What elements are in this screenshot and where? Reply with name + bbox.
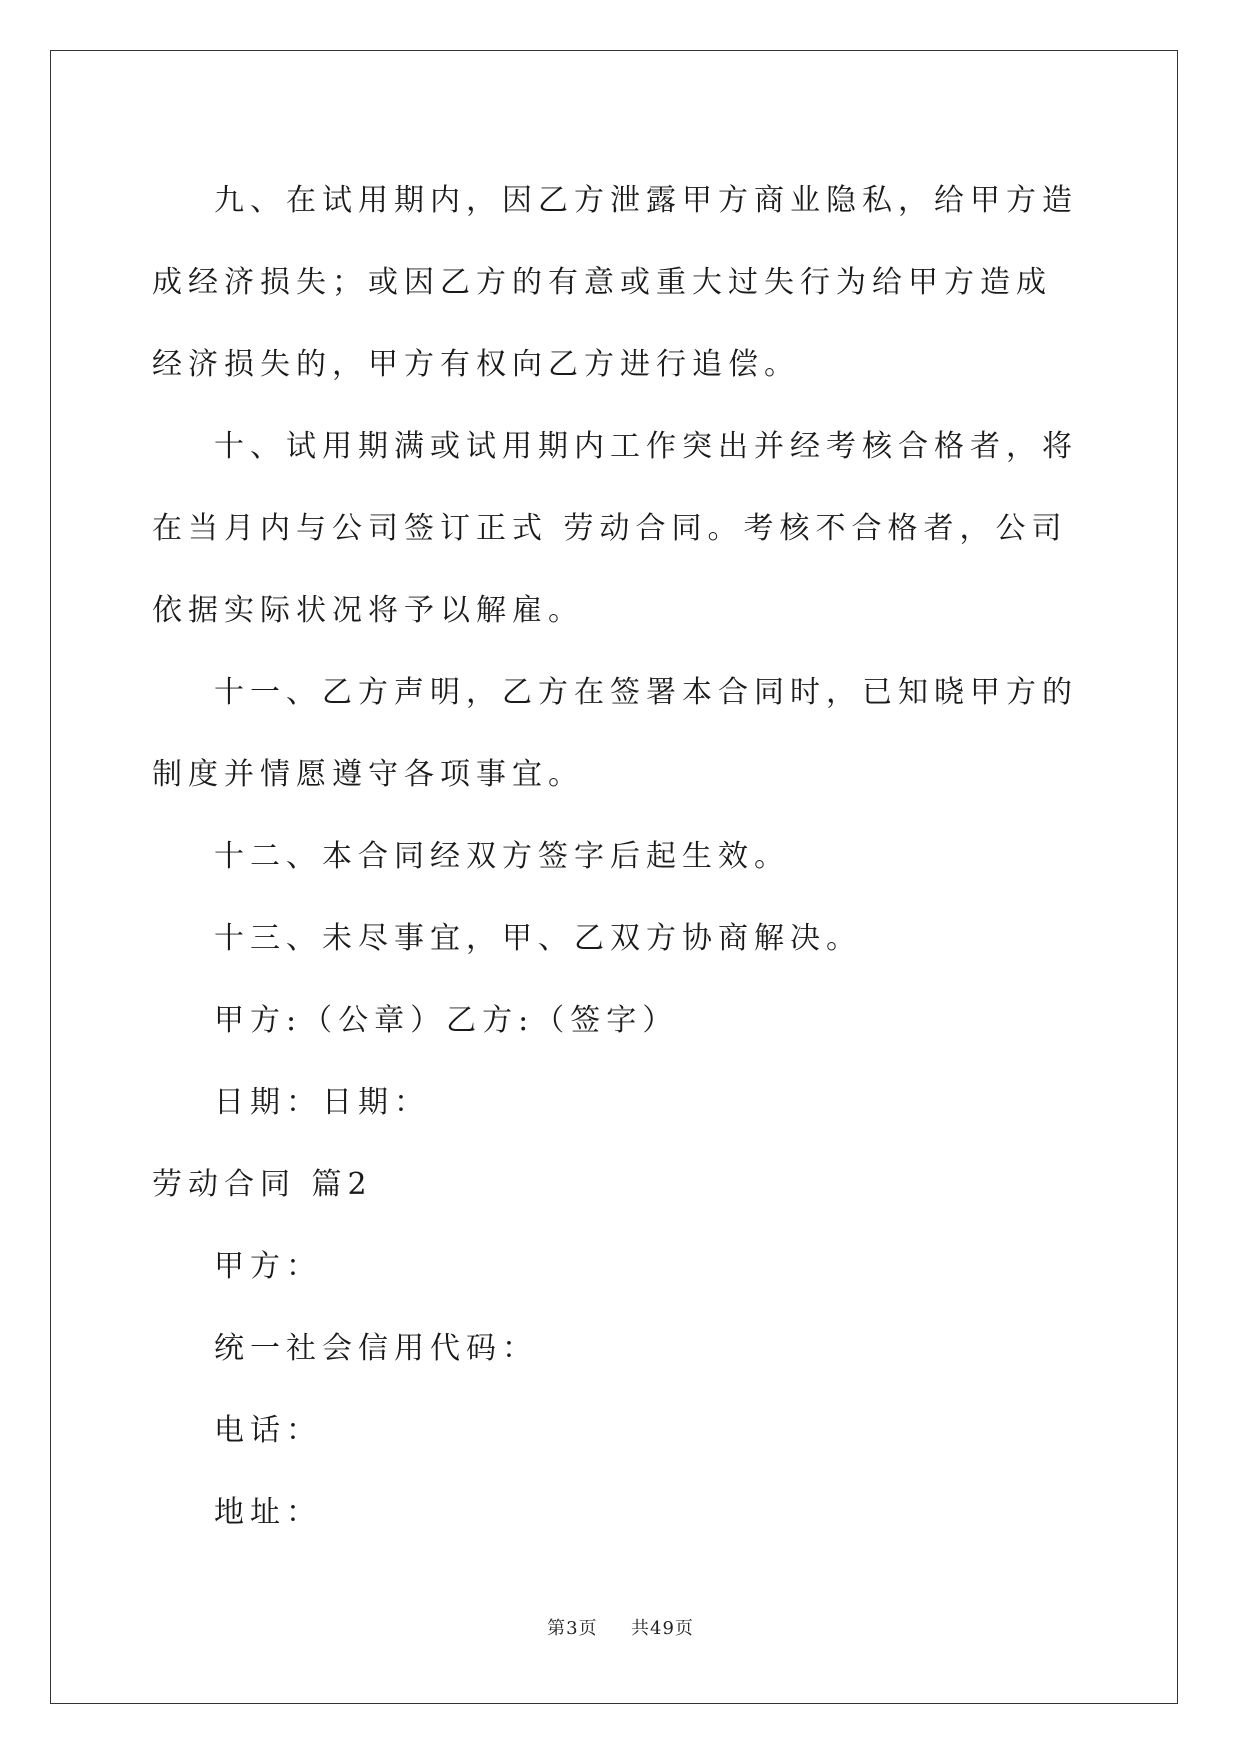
clause-12: 十二、本合同经双方签字后起生效。	[214, 839, 790, 874]
date-line: 日期：日期：	[214, 1085, 430, 1120]
phone-field: 电话：	[214, 1413, 322, 1448]
page-footer	[0, 1614, 1241, 1640]
page-total: 共49页	[631, 1618, 694, 1639]
credit-code-field: 统一社会信用代码：	[214, 1331, 538, 1366]
clause-11: 十一、乙方声明，乙方在签署本合同时，已知晓甲方的制度并情愿遵守各项事宜。	[152, 675, 1078, 792]
signature-line: 甲方:（公章）乙方:（签字）	[214, 1003, 679, 1038]
clause-13: 十三、未尽事宜，甲、乙双方协商解决。	[214, 921, 862, 956]
clause-10: 十、试用期满或试用期内工作突出并经考核合格者，将在当月内与公司签订正式 劳动合同。考核不合格者，公司依据实际状况将予以解雇。	[152, 429, 1078, 628]
section-heading: 劳动合同 篇2	[152, 1167, 373, 1202]
address-field: 地址：	[214, 1495, 322, 1530]
clause-9: 九、在试用期内，因乙方泄露甲方商业隐私，给甲方造成经济损失；或因乙方的有意或重大过失行为给甲方造成经济损失的，甲方有权向乙方进行追偿。	[152, 183, 1078, 382]
page-number: 第3页	[547, 1618, 598, 1639]
document-body	[152, 160, 1082, 1554]
party-a-field: 甲方：	[214, 1249, 322, 1284]
